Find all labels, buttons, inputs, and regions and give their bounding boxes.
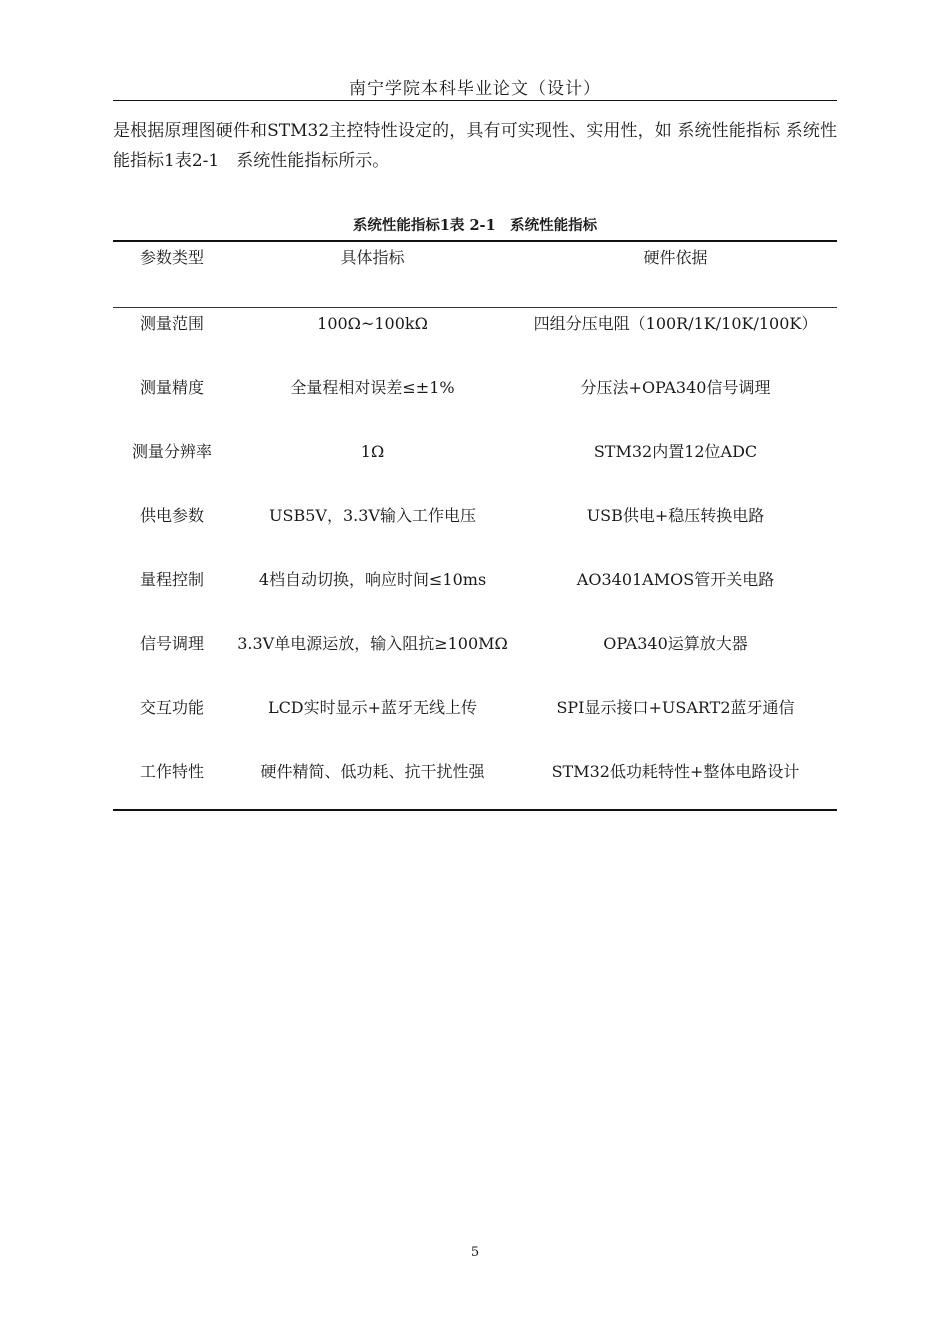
performance-table — [113, 240, 837, 811]
table-row — [113, 436, 837, 500]
cell-param-type: 交互功能 — [139, 698, 204, 717]
cell-param-type: 测量精度 — [139, 378, 204, 397]
table-row — [113, 308, 837, 373]
cell-param-type: 信号调理 — [139, 634, 204, 653]
page-number: 5 — [470, 1245, 480, 1260]
cell-param-type: 量程控制 — [139, 570, 204, 589]
cell-spec: LCD实时显示+蓝牙无线上传 — [267, 698, 478, 717]
table-row — [113, 564, 837, 628]
running-header: 南宁学院本科毕业论文（设计） — [349, 79, 601, 99]
header-param-type: 参数类型 — [139, 248, 204, 267]
table-row — [113, 500, 837, 564]
cell-hardware-basis: 四组分压电阻（100R/1K/10K/100K） — [533, 314, 818, 333]
cell-hardware-basis: USB供电+稳压转换电路 — [586, 506, 765, 525]
cell-spec: 4档自动切换，响应时间≤10ms — [258, 570, 487, 589]
cell-spec: 100Ω~100kΩ — [317, 314, 428, 333]
cell-hardware-basis: STM32内置12位ADC — [593, 442, 758, 461]
table-row — [113, 372, 837, 436]
table-caption: 系统性能指标1表 2-1 系统性能指标 — [352, 217, 598, 234]
header-spec: 具体指标 — [340, 248, 405, 267]
cell-param-type: 供电参数 — [139, 506, 204, 525]
table-row — [113, 692, 837, 756]
cell-hardware-basis: STM32低功耗特性+整体电路设计 — [551, 762, 800, 781]
cell-hardware-basis: OPA340运算放大器 — [603, 634, 748, 653]
cell-hardware-basis: AO3401AMOS管开关电路 — [576, 570, 775, 589]
cell-spec: 1Ω — [360, 442, 385, 461]
table-header-row — [113, 241, 837, 308]
header-rule — [113, 100, 837, 101]
table-row — [113, 756, 837, 810]
cell-param-type: 测量范围 — [139, 314, 204, 333]
table-row — [113, 628, 837, 692]
cell-hardware-basis: 分压法+OPA340信号调理 — [580, 378, 771, 397]
cell-param-type: 测量分辨率 — [131, 442, 212, 461]
cell-param-type: 工作特性 — [139, 762, 204, 781]
cell-spec: 全量程相对误差≤±1% — [290, 378, 455, 397]
header-hardware-basis: 硬件依据 — [643, 248, 708, 267]
cell-spec: 硬件精简、低功耗、抗干扰性强 — [260, 762, 485, 781]
cell-spec: 3.3V单电源运放，输入阻抗≥100MΩ — [237, 634, 508, 653]
cell-spec: USB5V，3.3V输入工作电压 — [269, 506, 476, 525]
body-paragraph: 是根据原理图硬件和STM32主控特性设定的，具有可实现性、实用性，如 系统性能指标 系统性能指标1表2-1 系统性能指标所示。 — [113, 121, 837, 171]
cell-hardware-basis: SPI显示接口+USART2蓝牙通信 — [556, 698, 795, 717]
